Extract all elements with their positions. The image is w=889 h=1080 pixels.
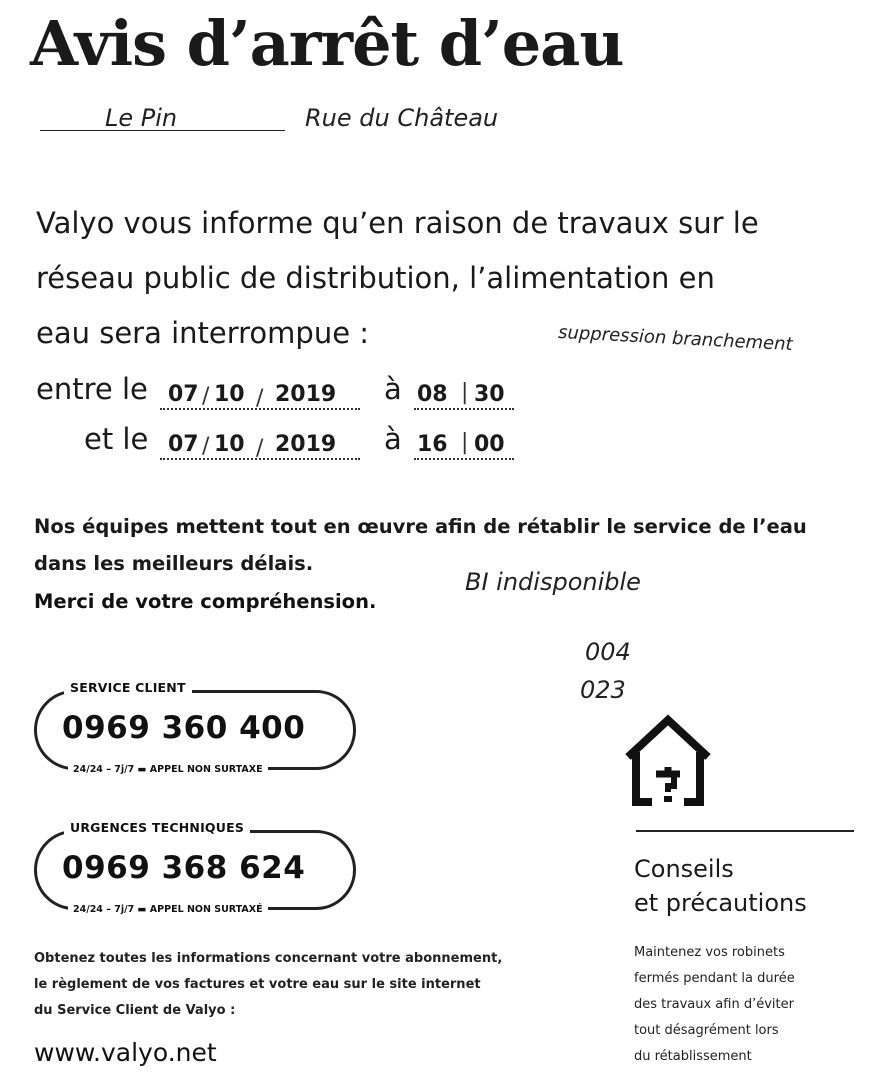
end-time-bar: | bbox=[461, 430, 469, 455]
start-sep-2: / bbox=[256, 386, 264, 411]
service-client-box bbox=[34, 680, 364, 780]
urgences-box bbox=[34, 820, 364, 920]
start-day: 07 bbox=[168, 382, 199, 407]
handwritten-address-street: Rue du Château bbox=[305, 104, 499, 132]
conseils-title bbox=[634, 852, 874, 920]
urgences-footer: 24/24 – 7j/7 ▬ APPEL NON SURTAXÉ bbox=[68, 904, 268, 915]
end-date-row bbox=[0, 422, 889, 472]
conseils-title-line: et précautions bbox=[634, 889, 807, 917]
conseils-line: Maintenez vos robinets bbox=[634, 945, 785, 960]
notice-line: Nos équipes mettent tout en œuvre afin de rétablir le service de l’eau bbox=[34, 515, 807, 538]
conseils-line: des travaux afin d’éviter bbox=[634, 997, 794, 1012]
service-client-footer: 24/24 – 7j/7 ▬ APPEL NON SURTAXE bbox=[68, 764, 268, 775]
handwritten-code-1: 004 bbox=[585, 638, 631, 666]
conseils-line: fermés pendant la durée bbox=[634, 971, 795, 986]
intro-line: Valyo vous informe qu’en raison de travaux sur le bbox=[36, 206, 759, 240]
end-label: et le bbox=[84, 422, 149, 456]
start-sep-1: / bbox=[202, 384, 210, 409]
urgences-heading: URGENCES TECHNIQUES bbox=[64, 820, 250, 835]
conseils-title-line: Conseils bbox=[634, 855, 734, 883]
handwritten-note-bi: BI indisponible bbox=[465, 568, 641, 596]
conseils-divider bbox=[636, 830, 854, 832]
start-at: à bbox=[384, 372, 402, 406]
end-day: 07 bbox=[168, 432, 199, 457]
intro-line: réseau public de distribution, l’alimentation en bbox=[36, 261, 715, 295]
handwritten-note-suppression: suppression branchement bbox=[557, 321, 794, 356]
start-date-row bbox=[0, 372, 889, 422]
start-month: 10 bbox=[214, 382, 245, 407]
end-hour: 16 bbox=[417, 432, 448, 457]
handwritten-code-2: 023 bbox=[580, 676, 626, 704]
conseils-line: tout désagrément lors bbox=[634, 1023, 779, 1038]
end-sep-1: / bbox=[202, 434, 210, 459]
start-time-dotline bbox=[414, 408, 514, 410]
conseils-line: du rétablissement bbox=[634, 1049, 752, 1064]
start-label: entre le bbox=[36, 372, 148, 406]
notice-paragraph bbox=[34, 508, 864, 582]
end-year: 2019 bbox=[275, 432, 337, 457]
end-at: à bbox=[384, 422, 402, 456]
info-line: le règlement de vos factures et votre eau sur le site internet bbox=[34, 977, 481, 992]
end-time-dotline bbox=[414, 458, 514, 460]
end-month: 10 bbox=[214, 432, 245, 457]
service-client-heading: SERVICE CLIENT bbox=[64, 680, 192, 695]
start-minute: 30 bbox=[474, 382, 505, 407]
info-line: du Service Client de Valyo : bbox=[34, 1003, 236, 1018]
house-faucet-icon bbox=[618, 712, 718, 816]
service-client-number[interactable]: 0969 360 400 bbox=[62, 710, 306, 746]
handwritten-address-name: Le Pin bbox=[105, 104, 178, 132]
end-sep-2: / bbox=[256, 436, 264, 461]
notice-line: dans les meilleurs délais. bbox=[34, 552, 314, 575]
intro-line: eau sera interrompue : bbox=[36, 316, 370, 350]
end-minute: 00 bbox=[474, 432, 505, 457]
conseils-text bbox=[634, 940, 874, 1070]
urgences-number[interactable]: 0969 368 624 bbox=[62, 850, 306, 886]
start-hour: 08 bbox=[417, 382, 448, 407]
info-line: Obtenez toutes les informations concernant votre abonnement, bbox=[34, 951, 503, 966]
thanks-text: Merci de votre compréhension. bbox=[34, 590, 377, 613]
page-title: Avis d’arrêt d’eau bbox=[30, 7, 624, 80]
website-link[interactable]: www.valyo.net bbox=[34, 1038, 217, 1067]
start-year: 2019 bbox=[275, 382, 337, 407]
start-time-bar: | bbox=[461, 380, 469, 405]
info-paragraph bbox=[34, 946, 574, 1024]
